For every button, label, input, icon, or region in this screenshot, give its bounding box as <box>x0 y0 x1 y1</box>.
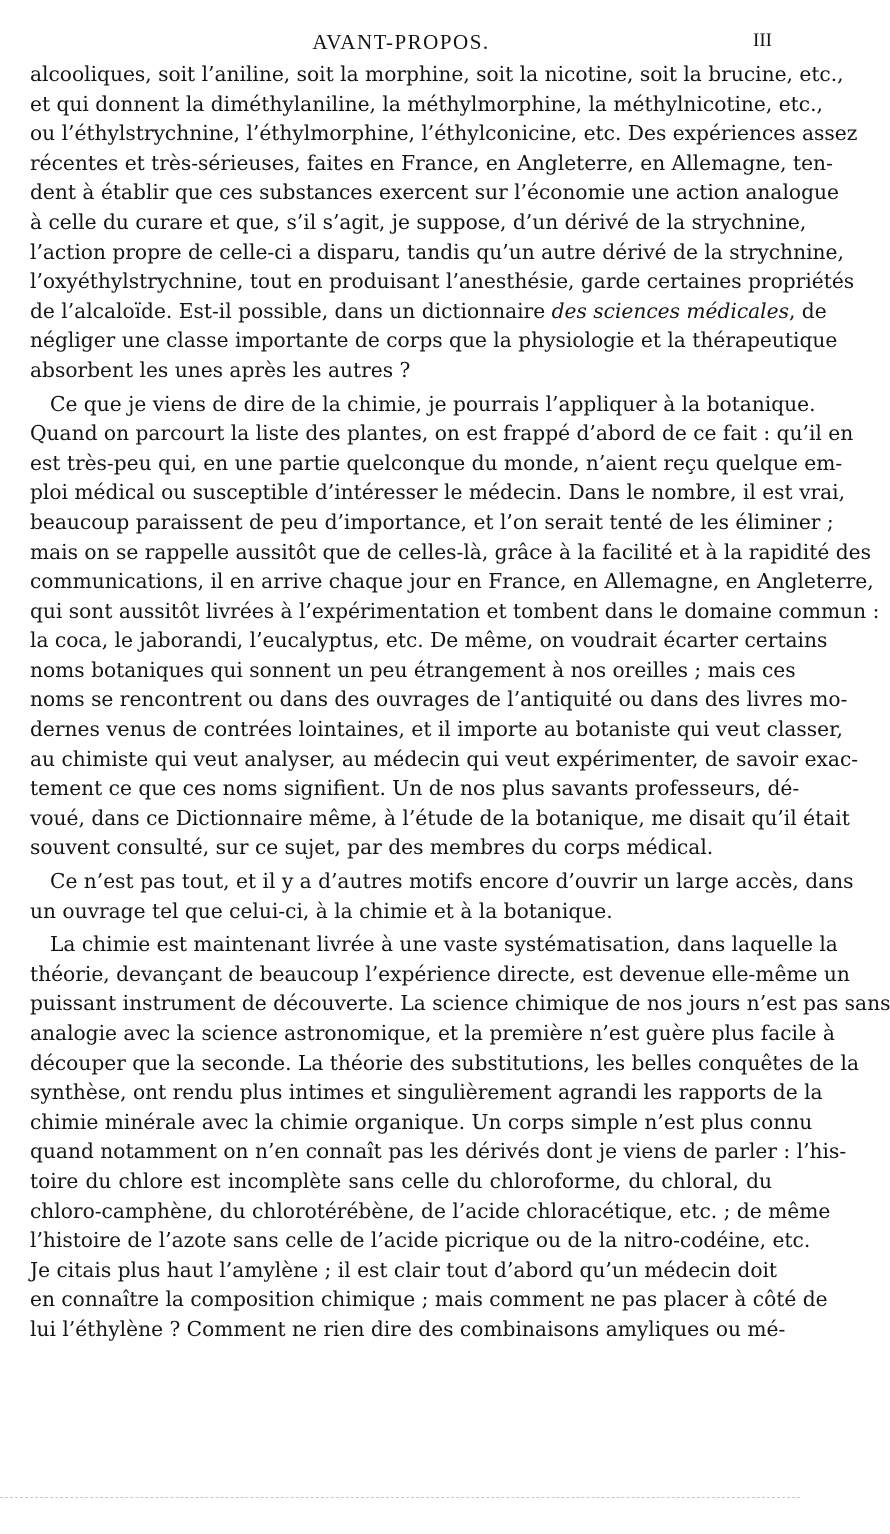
document-page <box>30 30 890 1345</box>
text-line: synthèse, ont rendu plus intimes et singulièrement agrandi les rapports de la <box>30 1080 823 1105</box>
text-line: Quand on parcourt la liste des plantes, on est frappé d’abord de ce fait : qu’il en <box>30 421 854 446</box>
text-line-with-italic <box>30 297 827 327</box>
text-line: analogie avec la science astronomique, et la première n’est guère plus facile à <box>30 1021 835 1045</box>
text-line: au chimiste qui veut analyser, au médecin qui veut expérimenter, de savoir exac- <box>30 746 859 771</box>
text-line: négliger une classe importante de corps que la physiologie et la thérapeutique <box>30 328 838 353</box>
text-line: théorie, devançant de beaucoup l’expérience directe, est devenue elle-même un <box>30 961 850 986</box>
page-bottom-edge <box>0 1497 800 1499</box>
text-line: absorbent les unes après les autres ? <box>30 357 411 382</box>
text-line: un ouvrage tel que celui-ci, à la chimie et à la botanique. <box>30 898 613 923</box>
text-line: mais on se rappelle aussitôt que de celles-là, grâce à la facilité et à la rapidité des <box>30 539 871 564</box>
text-line: l’action propre de celle-ci a disparu, tandis qu’un autre dérivé de la strychnine, <box>30 239 844 264</box>
text-line: communications, il en arrive chaque jour en France, en Allemagne, en Angleterre, <box>30 569 874 594</box>
text-line: et qui donnent la diméthylaniline, la méthylmorphine, la méthylnicotine, etc., <box>30 91 823 116</box>
text-line: dernes venus de contrées lointaines, et il importe au botaniste qui veut classer, <box>30 717 843 742</box>
paragraph-2 <box>30 390 880 864</box>
text-line: qui sont aussitôt livrées à l’expérimentation et tombent dans le domaine commun : <box>30 598 880 623</box>
text-line: beaucoup paraissent de peu d’importance, et l’on serait tenté de les éliminer ; <box>30 509 834 534</box>
text-line: est très-peu qui, en une partie quelconque du monde, n’aient reçu quelque em- <box>30 450 843 475</box>
text-line: chimie minérale avec la chimie organique. Un corps simple n’est plus connu <box>30 1109 813 1134</box>
paragraph-3 <box>30 867 854 926</box>
text-line: souvent consulté, sur ce sujet, par des membres du corps médical. <box>30 835 714 860</box>
text-line: l’histoire de l’azote sans celle de l’acide picrique ou de la nitro-codéine, etc. <box>30 1228 811 1253</box>
text-line: alcooliques, soit l’aniline, soit la morphine, soit la nicotine, soit la brucine, etc., <box>30 62 844 86</box>
text-line: tement ce que ces noms signifient. Un de nos plus savants professeurs, dé- <box>30 776 800 801</box>
text-segment: de l’alcaloïde. Est-il possible, dans un dictionnaire <box>30 298 552 323</box>
text-line: ploi médical ou susceptible d’intéresser le médecin. Dans le nombre, il est vrai, <box>30 480 846 505</box>
text-line: noms botaniques qui sonnent un peu étrangement à nos oreilles ; mais ces <box>30 657 796 682</box>
text-line: toire du chlore est incomplète sans celle du chloroforme, du chloral, du <box>30 1168 772 1193</box>
text-line: découper que la seconde. La théorie des substitutions, les belles conquêtes de la <box>30 1050 860 1075</box>
text-line: récentes et très-sérieuses, faites en France, en Angleterre, en Allemagne, ten- <box>30 150 833 175</box>
italic-phrase: des sciences médicales <box>551 298 789 323</box>
text-line: à celle du curare et que, s’il s’agit, je suppose, d’un dérivé de la strychnine, <box>30 209 807 234</box>
text-line: chloro-camphène, du chlorotérébène, de l’acide chloracétique, etc. ; de même <box>30 1198 831 1223</box>
text-line: quand notamment on n’en connaît pas les dérivés dont je viens de parler : l’his- <box>30 1139 847 1164</box>
text-line: Je citais plus haut l’amylène ; il est clair tout d’abord qu’un médecin doit <box>30 1257 778 1282</box>
text-line: lui l’éthylène ? Comment ne rien dire des combinaisons amyliques ou mé- <box>30 1316 786 1341</box>
paragraph-1 <box>30 60 858 386</box>
text-line: voué, dans ce Dictionnaire même, à l’étude de la botanique, me disait qu’il était <box>30 805 850 830</box>
text-line: ou l’éthylstrychnine, l’éthylmorphine, l’éthylconicine, etc. Des expériences assez <box>30 121 858 146</box>
running-header <box>30 30 772 60</box>
text-line: Ce n’est pas tout, et il y a d’autres motifs encore d’ouvrir un large accès, dans <box>50 869 854 894</box>
page-number: III <box>753 30 772 51</box>
text-line: La chimie est maintenant livrée à une vaste systématisation, dans laquelle la <box>50 932 838 957</box>
text-line: en connaître la composition chimique ; mais comment ne pas placer à côté de <box>30 1287 828 1312</box>
text-line: puissant instrument de découverte. La science chimique de nos jours n’est pas sans <box>30 991 890 1016</box>
paragraph-4 <box>30 930 890 1344</box>
text-line: dent à établir que ces substances exercent sur l’économie une action analogue <box>30 180 839 205</box>
text-line: Ce que je viens de dire de la chimie, je pourrais l’appliquer à la botanique. <box>50 391 816 416</box>
text-segment: , de <box>788 298 827 323</box>
text-line: l’oxyéthylstrychnine, tout en produisant l’anesthésie, garde certaines propriétés <box>30 269 855 294</box>
text-line: la coca, le jaborandi, l’eucalyptus, etc. De même, on voudrait écarter certains <box>30 628 828 653</box>
running-title: AVANT-PROPOS. <box>312 30 490 54</box>
text-line: noms se rencontrent ou dans des ouvrages de l’antiquité ou dans des livres mo- <box>30 687 848 712</box>
